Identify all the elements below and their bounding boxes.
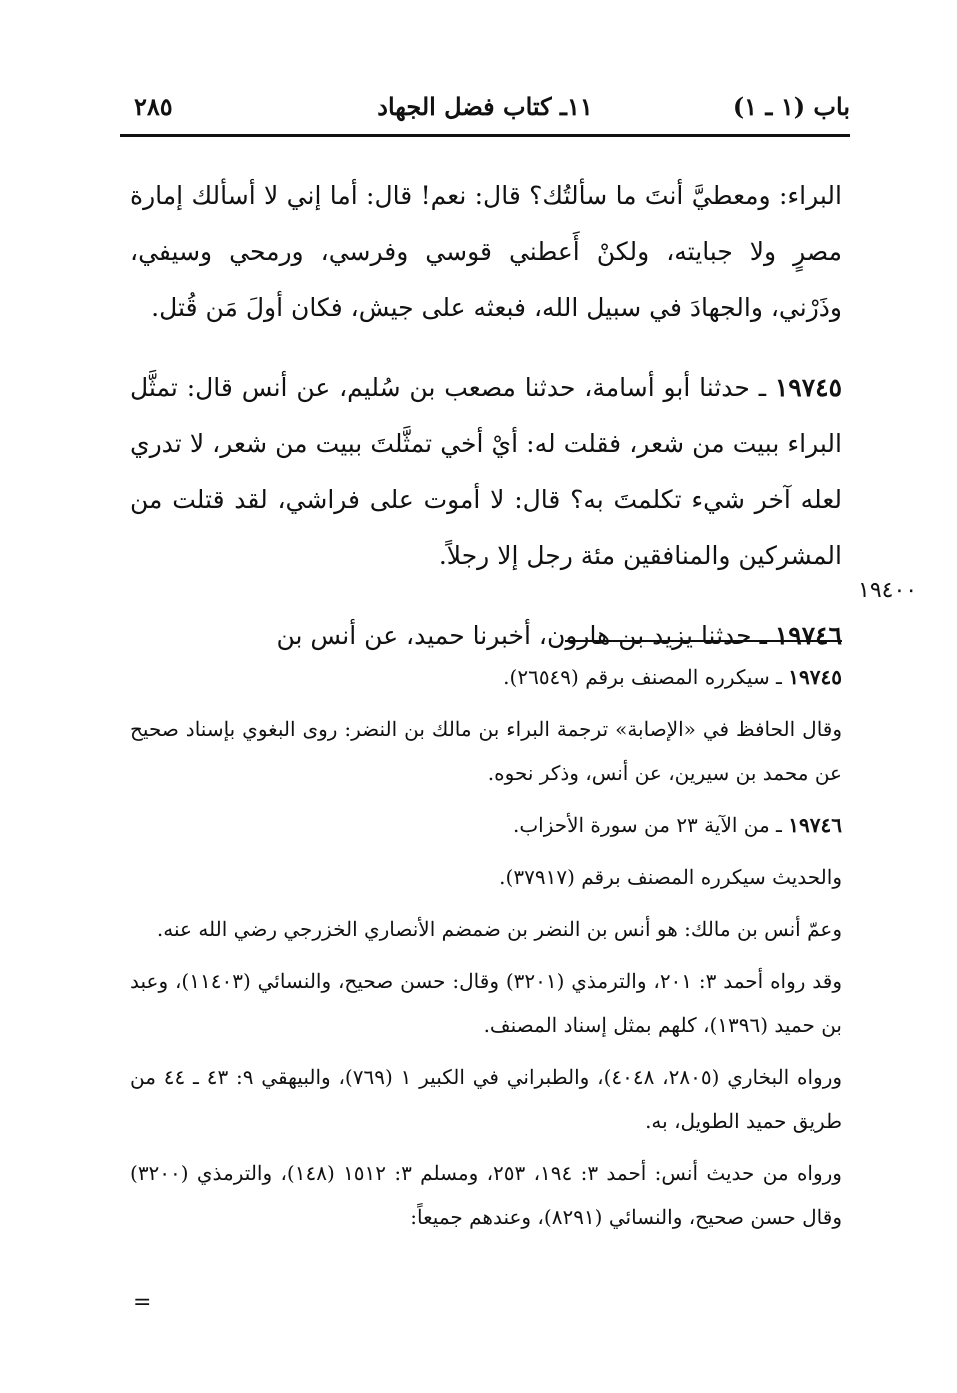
note-text: ـ من الآية ٢٣ من سورة الأحزاب. (512, 813, 789, 837)
hadith-number: ١٩٧٤٥ (774, 373, 842, 402)
note-1 (130, 655, 842, 699)
note-4: والحديث سيكرره المصنف برقم (٣٧٩١٧). (499, 865, 842, 889)
footnotes (130, 655, 842, 1247)
hadith-text: ـ حدثنا يزيد بن هارون، أخبرنا حميد، عن أنس بن (276, 621, 775, 650)
hadith-19745 (130, 360, 842, 584)
main-text (130, 168, 842, 688)
header-rule (120, 134, 850, 137)
note-3 (130, 803, 842, 847)
page-number: ٢٨٥ (134, 92, 173, 121)
footnote-rule (565, 640, 842, 642)
note-6: وقد رواه أحمد ٣: ٢٠١، والترمذي (٣٢٠١) وقال: حسن صحيح، والنسائي (١١٤٠٣)، وعبد بن حميد (١٣٩٦)، كلهم بمثل إسناد المصنف. (130, 969, 842, 1037)
note-number: ١٩٧٤٦ (788, 813, 842, 837)
hadith-number: ١٩٧٤٦ (774, 621, 842, 650)
book-title: ١١ـ كتاب فضل الجهاد (377, 92, 593, 121)
chapter-label: باب (١ ـ ١) (732, 92, 850, 121)
paragraph-1: البراء: ومعطيَّ أنتَ ما سألتُك؟ قال: نعم! قال: أما إني لا أسألك إمارة مصرٍ ولا جبايته، ولكنْ أَعطني قوسي وفرسي، ورمحي وسيفي، وذَرْني، والجهادَ في سبيل الله، فبعثه على جيش، فكان أولَ مَن قُتل. (130, 181, 842, 322)
note-8: ورواه من حديث أنس: أحمد ٣: ١٩٤، ٢٥٣، ومسلم ٣: ١٥١٢ (١٤٨)، والترمذي (٣٢٠٠) وقال حسن صحيح، والنسائي (٨٢٩١)، وعندهم جميعاً: (130, 1161, 842, 1229)
note-2: وقال الحافظ في «الإصابة» ترجمة البراء بن مالك بن النضر: روى البغوي بإسناد صحيح عن محمد بن سيرين، عن أنس، وذكر نحوه. (130, 717, 843, 785)
hadith-text: ـ حدثنا أبو أسامة، حدثنا مصعب بن سُليم، عن أنس قال: تمثَّل البراء ببيت من شعر، فقلت له: أيْ أخي تمثَّلتَ ببيت من شعر، لا تدري لعله آخر شيء تكلمتَ به؟ قال: لا أموت على فراشي، لقد قتلت من المشركين والمنافقين مئة رجل إلا رجلاً. (130, 373, 842, 570)
page-header (120, 86, 850, 126)
note-7: ورواه البخاري (٢٨٠٥، ٤٠٤٨)، والطبراني في الكبير ١ (٧٦٩)، والبيهقي ٩: ٤٣ ـ ٤٤ من طريق حميد الطويل، به. (130, 1065, 843, 1133)
continuation-mark: = (133, 1290, 152, 1315)
note-number: ١٩٧٤٥ (788, 665, 842, 689)
margin-number: ١٩٤٠٠ (858, 578, 918, 603)
note-5: وعمّ أنس بن مالك: هو أنس بن النضر بن ضمضم الأنصاري الخزرجي رضي الله عنه. (156, 917, 842, 941)
note-text: ـ سيكرره المصنف برقم (٢٦٥٤٩). (503, 665, 789, 689)
